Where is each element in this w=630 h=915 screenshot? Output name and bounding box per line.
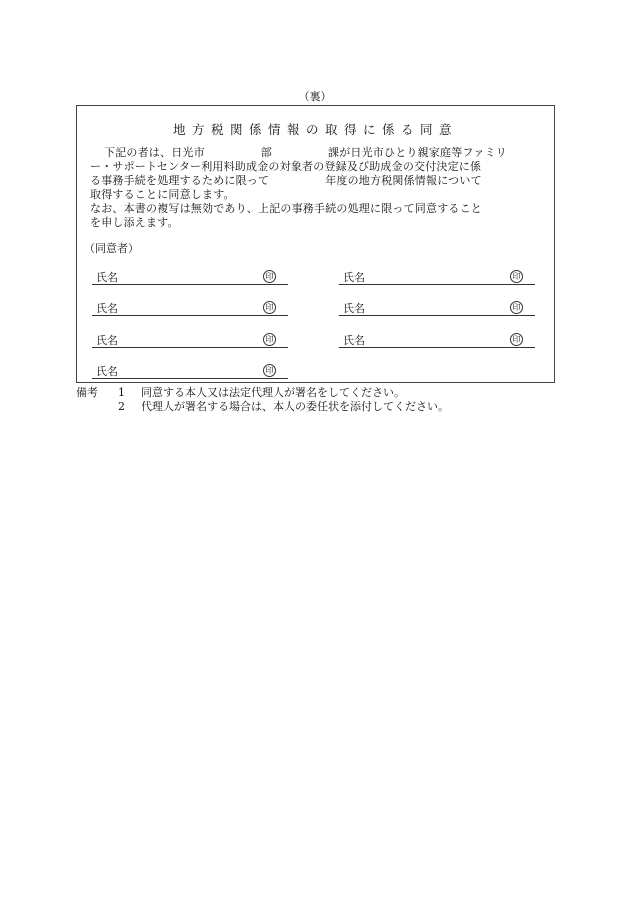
remarks-heading: 備考 [76,386,98,399]
signature-label: 氏名 [96,365,118,378]
seal-mark-icon: 印 [510,270,523,283]
back-side-label: （裏） [298,90,332,103]
body-line-5: なお、本書の複写は無効であり、上記の事務手続の処理に限って同意すること [90,202,482,215]
signature-label: 氏名 [96,334,118,347]
signature-field-3[interactable] [92,301,288,316]
seal-mark-icon: 印 [263,301,276,314]
seal-mark-icon: 印 [263,364,276,377]
signature-field-6[interactable] [339,333,535,348]
body-line-1: 下記の者は、日光市 部 課が日光市ひとり親家庭等ファミリ [104,146,507,159]
body-line-4: 取得することに同意します。 [90,188,235,201]
signature-label: 氏名 [343,334,365,347]
body-line-6: を申し添えます。 [90,216,179,229]
remark-2-number: 2 [118,400,125,413]
signature-field-2[interactable] [339,270,535,285]
remark-1-text: 同意する本人又は法定代理人が署名をしてください。 [141,386,405,399]
signature-label: 氏名 [96,271,118,284]
signature-field-5[interactable] [92,333,288,348]
remark-1-number: 1 [118,386,125,399]
signature-field-4[interactable] [339,301,535,316]
signature-label: 氏名 [343,271,365,284]
signature-label: 氏名 [96,302,118,315]
seal-mark-icon: 印 [263,333,276,346]
seal-mark-icon: 印 [510,333,523,346]
seal-mark-icon: 印 [510,301,523,314]
signature-label: 氏名 [343,302,365,315]
seal-mark-icon: 印 [263,270,276,283]
consent-section-label: （同意者） [84,242,139,255]
body-line-2: ー・サポートセンター利用料助成金の対象者の登録及び助成金の交付決定に係 [90,160,482,173]
remark-2-text: 代理人が署名する場合は、本人の委任状を添付してください。 [141,400,449,413]
form-title: 地方税関係情報の取得に係る同意 [172,122,458,137]
signature-field-1[interactable] [92,270,288,285]
signature-field-7[interactable] [92,364,288,379]
body-line-3: る事務手続を処理するために限って 年度の地方税関係情報について [90,174,482,187]
